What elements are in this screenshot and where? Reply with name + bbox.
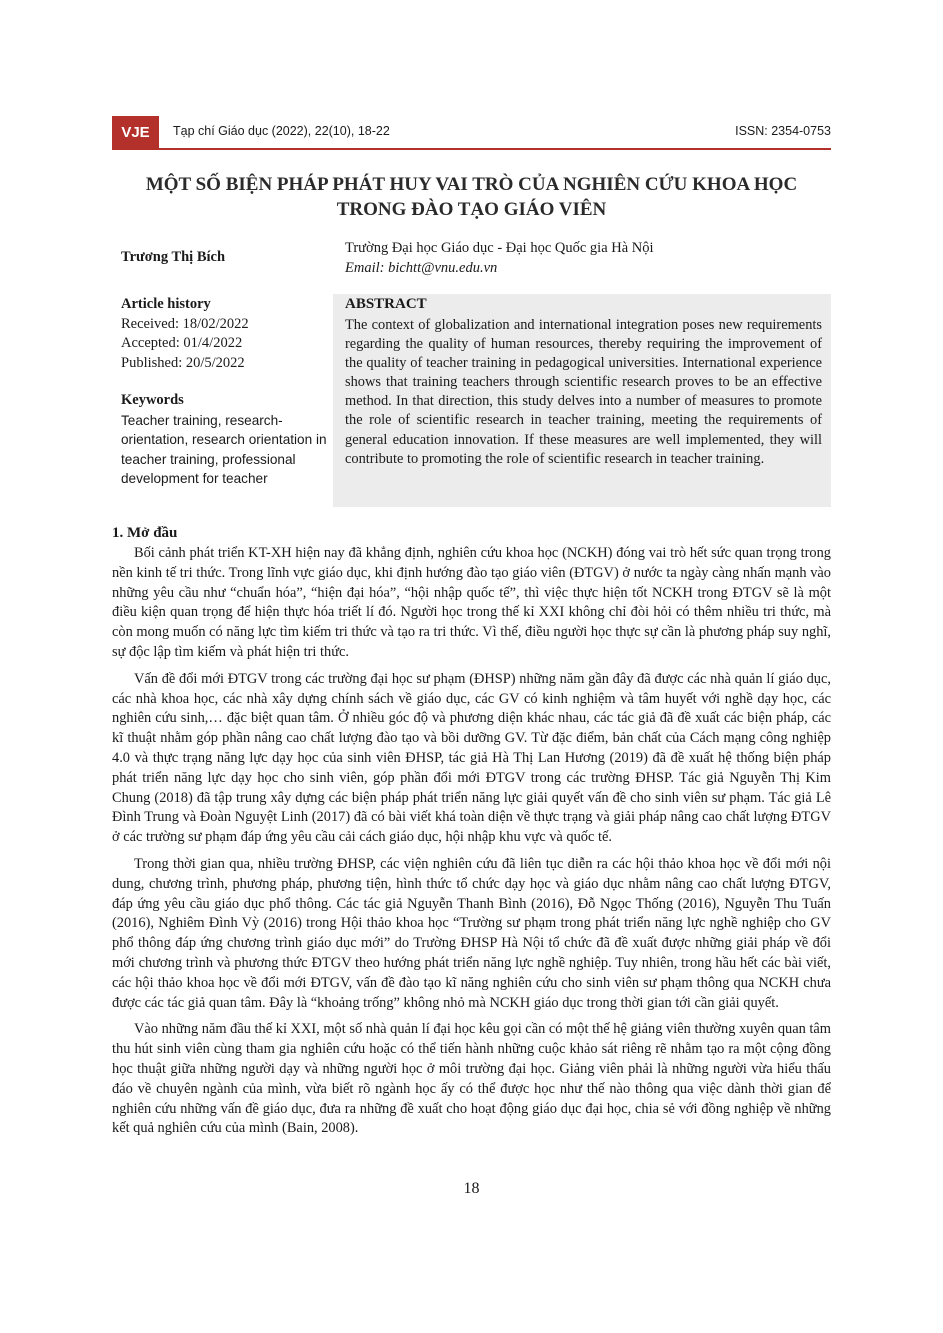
issn: ISSN: 2354-0753 [735, 124, 831, 138]
affiliation: Trường Đại học Giáo dục - Đại học Quốc gia Hà Nội [345, 240, 654, 256]
published-date: Published: 20/5/2022 [121, 354, 245, 371]
author-name: Trương Thị Bích [121, 249, 226, 265]
paragraph: Trong thời gian qua, nhiều trường ĐHSP, các viện nghiên cứu đã liên tục diễn ra các hội thảo khoa học về đổi mới nội dung, chương trình, phương pháp, phương tiện, hình thức tổ chức dạy học và giáo dục nhằm nâng cao chất lượng ĐTGV, đáp ứng yêu cầu giáo dục phổ thông. Các tác giả Nguyễn Thanh Bình (2016), Đỗ Ngọc Thống (2016), Nguyễn Thu Tuấn (2016), Nghiêm Đình Vỳ (2016) trong Hội thảo khoa học “Trường sư phạm trong phát triển năng lực nghề nghiệp cho GV phổ thông đáp ứng chương trình giáo dục mới” do Trường ĐHSP Hà Nội tổ chức đã đề xuất được những giải pháp về đổi mới chương trình và phương thức ĐTGV theo hướng phát triển năng lực nghề nghiệp. Tuy nhiên, trong hầu hết các bài viết, các hội thảo khoa học về đổi mới ĐTGV, vấn đề đào tạo kĩ năng nghiên cứu cho sinh viên sư phạm thông qua NCKH chưa được các tác giả quan tâm. Đây là “khoảng trống” không nhỏ mà NCKH giáo dục trong thời gian tới cần giải quyết. [112, 855, 831, 1011]
received-date: Received: 18/02/2022 [121, 315, 249, 332]
abstract-text: The context of globalization and international integration poses new requirements regarding the quality of human resources, thereby requiring the improvement of the quality of teacher training in pedagogical universities. International experience shows that training teachers through scientific research proves to be an effective method. In that direction, this study delves into a number of measures to promote the role of scientific research in teacher training, meeting the requirements of general education innovation. If these measures are well implemented, they will contribute to promoting the role of scientific research in teacher training. [345, 317, 822, 467]
paragraph: Vào những năm đầu thế kỉ XXI, một số nhà quản lí đại học kêu gọi cần có một thế hệ giảng viên thường xuyên quan tâm thu hút sinh viên cùng tham gia nghiên cứu hoặc có thể tiến hành những cuộc khảo sát riêng rẽ nhằm tạo ra một cộng đồng học thuật giữa những người dạy và những người học ở môi trường đại học. Giảng viên phải là những người vừa hiểu thấu đáo về chuyên ngành của mình, vừa biết rõ ngành học ấy có thể được học như thế nào thông qua việc dành thời gian để nghiên cứu những vấn đề giáo dục, đưa ra những đề xuất cho hoạt động giáo dục đại học, chia sẻ với đồng nghiệp về những kết quả nghiên cứu của mình (Bain, 2008). [112, 1021, 831, 1137]
section-body [112, 544, 831, 1146]
article-title [112, 172, 831, 222]
page-header [112, 116, 831, 150]
section-title: 1. Mở đầu [112, 525, 178, 541]
article-history-heading: Article history [121, 296, 211, 312]
title-line-2: TRONG ĐÀO TẠO GIÁO VIÊN [336, 199, 607, 220]
author-affiliation-block [345, 238, 654, 278]
keywords-text: Teacher training, research-orientation, research orientation in teacher training, professional development for teacher [121, 412, 327, 486]
vje-logo: VJE [112, 116, 159, 148]
paragraph: Vấn đề đổi mới ĐTGV trong các trường đại học sư phạm (ĐHSP) những năm gần đây đã được các nhà quản lí giáo dục, các nhà khoa học, các nhà xây dựng chính sách về giáo dục, các GV có kinh nghiệm và tâm huyết với nghề dạy học, các nghiên cứu sinh,… đặc biệt quan tâm. Ở nhiều góc độ và phương diện khác nhau, các tác giả đã đề xuất các biện pháp, các kĩ thuật nhằm góp phần nâng cao chất lượng đào tạo và bồi dưỡng GV. Từ đặc điểm, bản chất của Cách mạng công nghiệp 4.0 và thực trạng năng lực dạy học của sinh viên ĐHSP, tác giả Hà Thị Lan Hương (2019) đã đề xuất hệ thống biện pháp phát triển năng lực dạy học cho sinh viên, góp phần đổi mới ĐTGV trong các trường ĐHSP. Tác giả Nguyễn Thị Kim Chung (2018) đã tập trung xây dựng các biện pháp phát triển năng lực giải quyết vấn đề cho sinh viên sư phạm. Tác giả Lê Đình Trung và Đoàn Nguyệt Linh (2017) đã có bài viết khá toàn diện về thực trạng và giải pháp nâng cao chất lượng ĐTGV ở các trường sư phạm đáp ứng yêu cầu cải cách giáo dục, hội nhập khu vực và quốc tế. [112, 670, 831, 846]
article-info-column [121, 295, 331, 489]
title-line-1: MỘT SỐ BIỆN PHÁP PHÁT HUY VAI TRÒ CỦA NGHIÊN CỨU KHOA HỌC [145, 174, 798, 195]
header-divider [112, 148, 831, 150]
keywords-heading: Keywords [121, 392, 184, 408]
accepted-date: Accepted: 01/4/2022 [121, 335, 243, 351]
abstract-box [333, 294, 831, 507]
paragraph: Bối cảnh phát triển KT-XH hiện nay đã khẳng định, nghiên cứu khoa học (NCKH) đóng vai trò hết sức quan trọng trong nền kinh tế tri thức. Trong lĩnh vực giáo dục, khi định hướng đào tạo giáo viên (ĐTGV) ở nước ta ngày càng nhấn mạnh vào những yêu cầu như “chuẩn hóa”, “hiện đại hóa”, “hội nhập quốc tế”, thì việc thực hiện tốt NCKH trong ĐTGV sẽ là một điều kiện quan trọng để hiện thực hóa triết lí đó. Người học trong thế kỉ XXI không chỉ đòi hỏi có thêm nhiều tri thức, mà còn mong muốn có năng lực tìm kiếm tri thức và tạo ra tri thức. Vì thế, điều người học thực sự cần là phương pháp suy nghĩ, sự độc lập tìm kiếm và phát hiện tri thức. [112, 545, 831, 660]
abstract-heading: ABSTRACT [345, 296, 427, 312]
journal-citation: Tạp chí Giáo dục (2022), 22(10), 18-22 [173, 124, 390, 138]
author-email: Email: bichtt@vnu.edu.vn [345, 260, 498, 276]
page-number: 18 [463, 1180, 480, 1197]
